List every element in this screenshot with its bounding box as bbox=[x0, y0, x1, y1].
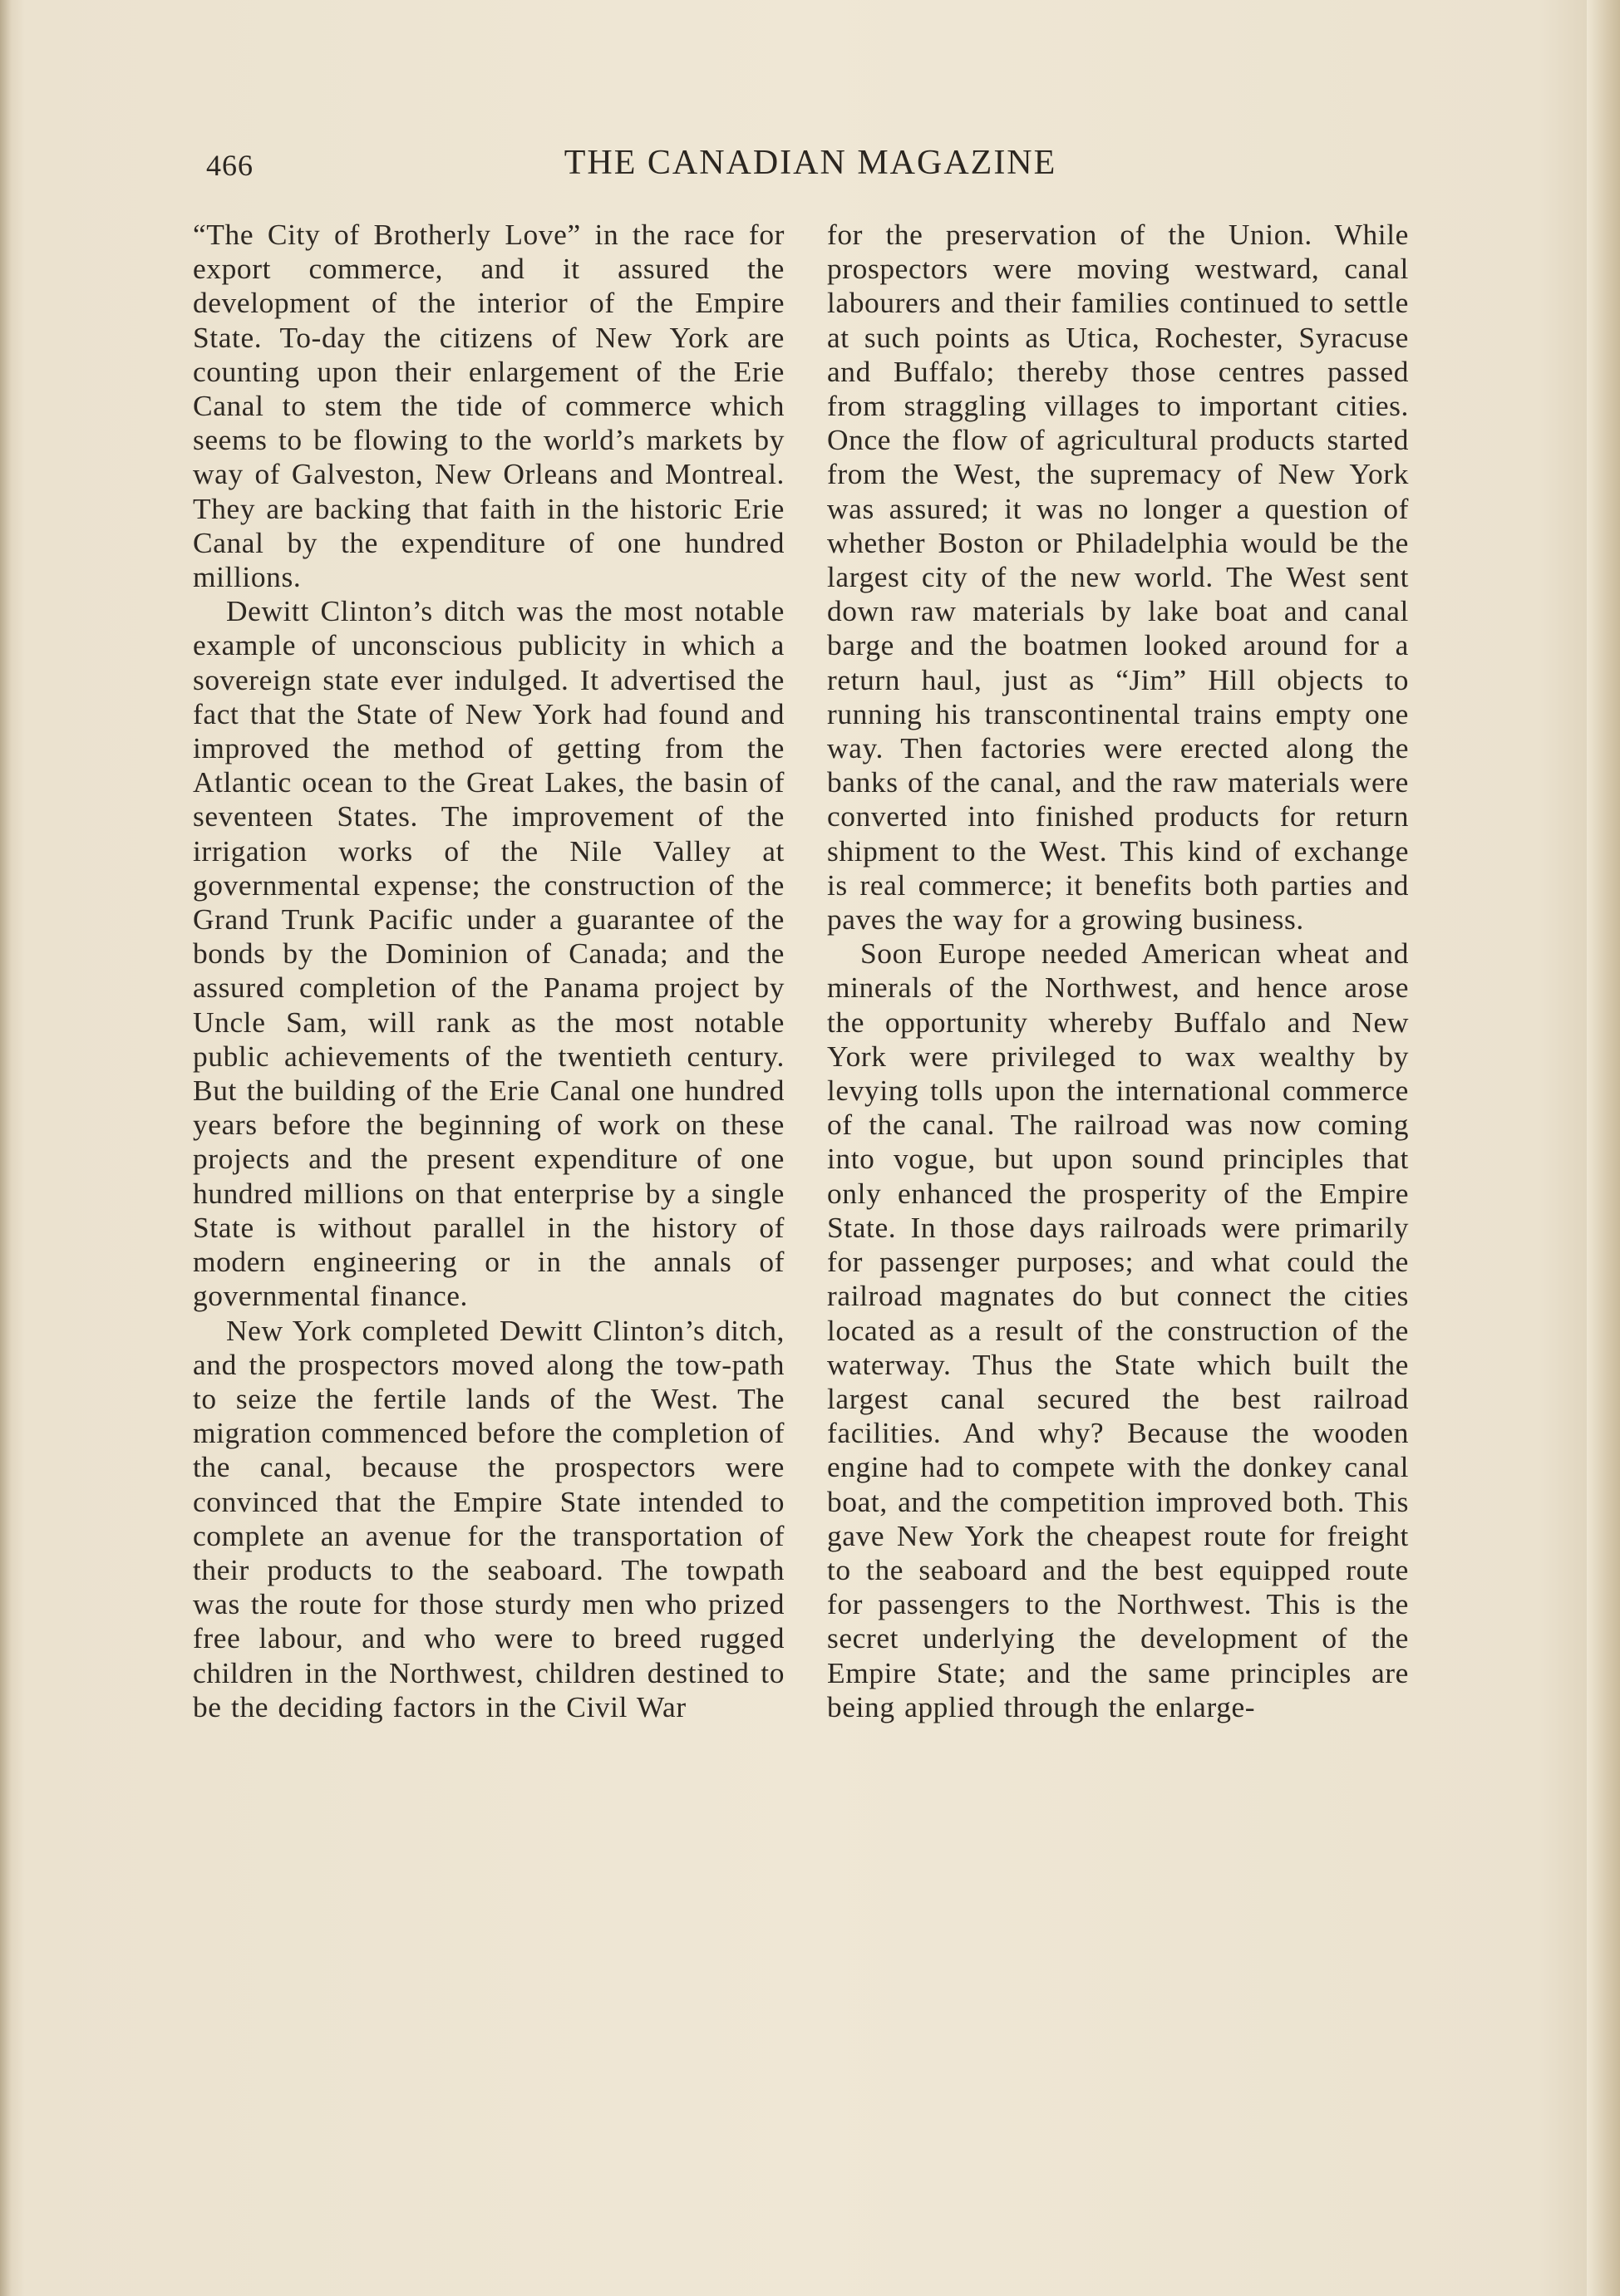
paragraph: Soon Europe needed American wheat and minerals of the Northwest, and hence arose the opportunity whereby Buffalo and New York were privileged to wax wealthy by levying tolls upon the international commerce of the canal. The railroad was now coming into vogue, but upon sound principles that only enhanced the prosperity of the Empire State. In those days railroads were primarily for passenger purposes; and what could the railroad magnates do but connect the cities located as a result of the construction of the waterway. Thus the State which built the largest canal secured the best railroad facilities. And why? Because the wooden engine had to compete with the donkey canal boat, and the competition improved both. This gave New York the cheapest route for freight to the seaboard and the best equipped route for passengers to the Northwest. This is the secret underlying the development of the Empire State; and the same principles are being applied through the enlarge- bbox=[827, 937, 1409, 1723]
page-number: 466 bbox=[206, 149, 254, 182]
paragraph: Dewitt Clinton’s ditch was the most notable example of unconscious publicity in which a sovereign state ever indulged. It advertised the fact that the State of New York had found and improved the method of getting from the Atlantic ocean to the Great Lakes, the basin of seventeen States. The improvement of the irrigation works of the Nile Valley at governmental expense; the construction of the Grand Trunk Pacific under a guarantee of the bonds by the Dominion of Canada; and the assured completion of the Panama project by Uncle Sam, will rank as the most notable public achievements of the twentieth century. But the building of the Erie Canal one hundred years before the beginning of work on these projects and the present expenditure of one hundred millions on that enterprise by a single State is without parallel in the history of modern engineering or in the annals of governmental finance. bbox=[193, 594, 785, 1313]
page-header bbox=[191, 141, 1430, 191]
page-outer-edge bbox=[1587, 0, 1620, 2296]
paragraph: “The City of Brotherly Love” in the race for export commerce, and it assured the development of the interior of the Empire State. To-day the citizens of New York are counting upon their enlargement of the Erie Canal to stem the tide of commerce which seems to be flowing to the world’s markets by way of Galveston, New Orleans and Montreal. They are backing that faith in the historic Erie Canal by the expenditure of one hundred millions. bbox=[193, 218, 785, 594]
paragraph: New York completed Dewitt Clinton’s ditch, and the prospectors moved along the tow-path to seize the fertile lands of the West. The migration commenced before the completion of the canal, because the prospectors were convinced that the Empire State intended to complete an avenue for the transportation of their products to the seaboard. The towpath was the route for those sturdy men who prized free labour, and who were to breed rugged children in the Northwest, children destined to be the deciding factors in the Civil War bbox=[193, 1313, 785, 1723]
paragraph: for the preservation of the Union. While prospectors were moving westward, canal labourers and their families continued to settle at such points as Utica, Rochester, Syracuse and Buffalo; thereby those centres passed from straggling villages to important cities. Once the flow of agricultural products started from the West, the supremacy of New York was assured; it was no longer a question of whether Boston or Philadelphia would be the largest city of the new world. The West sent down raw materials by lake boat and canal barge and the boatmen looked around for a return haul, just as “Jim” Hill objects to running his transcontinental trains empty one way. Then factories were erected along the banks of the canal, and the raw materials were converted into finished products for return shipment to the West. This kind of exchange is real commerce; it benefits both parties and paves the way for a growing business. bbox=[827, 218, 1409, 937]
page-binding-edge bbox=[0, 0, 12, 2296]
left-column bbox=[193, 218, 785, 2195]
running-head: THE CANADIAN MAGAZINE bbox=[564, 144, 1057, 182]
right-column bbox=[827, 218, 1409, 2195]
